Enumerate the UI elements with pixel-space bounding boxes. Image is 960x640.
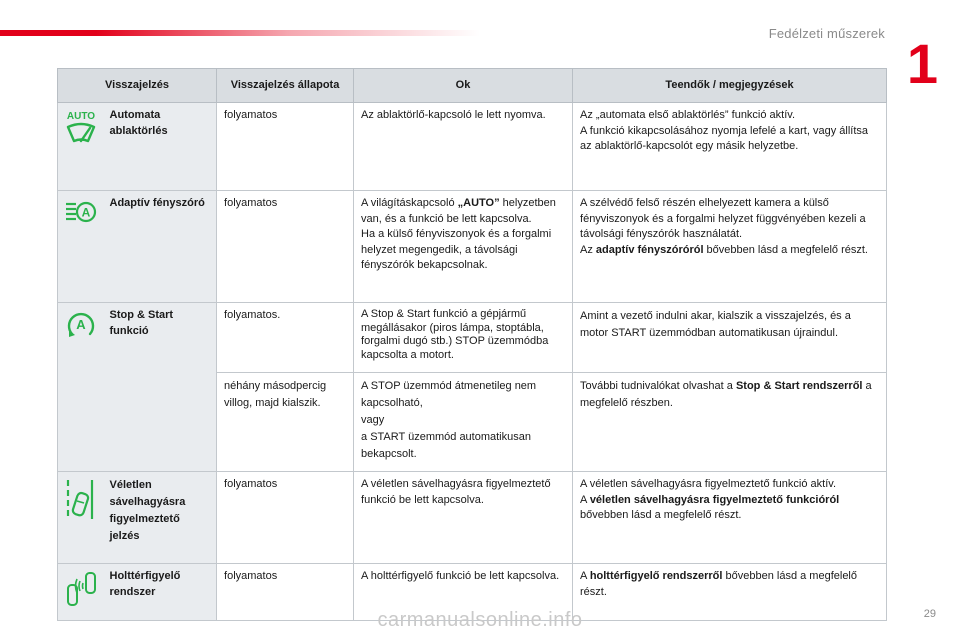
indicator-cause: A Stop & Start funkció a gépjármű megállásakor (piros lámpa, stoptábla, forgalmi dugó stb.) STOP üzemmódba kapcsolta a motort. bbox=[354, 303, 573, 373]
svg-text:AUTO: AUTO bbox=[66, 111, 95, 122]
indicator-action bbox=[573, 191, 887, 303]
table-row bbox=[58, 191, 887, 303]
indicator-cause: A holttérfigyelő funkció be lett kapcsolva. bbox=[354, 564, 573, 621]
action-text: bővebben lásd a megfelelő részt. bbox=[580, 509, 742, 521]
table-row bbox=[58, 103, 887, 191]
indicator-name: Holttérfigyelő rendszer bbox=[104, 564, 217, 621]
indicator-state: néhány másodpercig villog, majd kialszik. bbox=[217, 373, 354, 472]
table-row bbox=[58, 303, 887, 373]
action-bold: Stop & Start rendszerről bbox=[735, 380, 863, 392]
indicator-name: Véletlen sávelhagyásra figyelmeztető jelzés bbox=[104, 472, 217, 564]
indicator-cause: A STOP üzemmód átmenetileg nem kapcsolható, vagy a START üzemmód automatikusan bekapcsolt. bbox=[354, 373, 573, 472]
header-cause: Ok bbox=[354, 69, 573, 103]
footer-watermark: carmanualsonline.info bbox=[377, 609, 583, 631]
stop-start-icon bbox=[63, 308, 99, 346]
adaptive-headlamp-icon bbox=[63, 196, 99, 232]
chapter-number: 1 bbox=[906, 32, 938, 95]
indicator-action: Az „automata első ablaktörlés” funkció aktív. A funkció kikapcsolásához nyomja lefelé a kart, vagy állítsa az ablaktörlő-kapcsolót egy másik helyzetbe. bbox=[573, 103, 887, 191]
cause-text: A világításkapcsoló bbox=[361, 197, 458, 209]
icon-cell bbox=[58, 472, 104, 564]
cause-bold: „AUTO” bbox=[457, 197, 500, 209]
indicator-action bbox=[573, 472, 887, 564]
action-text: A szélvédő felső részén elhelyezett kamera a külső fényviszonyok és a forgalmi helyzet függvényében kezeli a távolsági fényszórók használatát. Az bbox=[580, 197, 866, 256]
action-bold: adaptív fényszóróról bbox=[595, 243, 704, 256]
section-title: Fedélzeti műszerek bbox=[768, 26, 885, 41]
action-text: A bbox=[580, 570, 590, 582]
warning-lights-table bbox=[57, 68, 887, 621]
svg-text:A: A bbox=[81, 205, 91, 220]
action-bold: holttérfigyelő rendszerről bbox=[589, 570, 723, 582]
indicator-state: folyamatos bbox=[217, 472, 354, 564]
icon-cell bbox=[58, 303, 104, 472]
header-indicator: Visszajelzés bbox=[58, 69, 217, 103]
icon-cell bbox=[58, 191, 104, 303]
action-text: bővebben lásd a megfelelő részt. bbox=[703, 243, 868, 256]
svg-text:A: A bbox=[76, 317, 86, 332]
header-action: Teendők / megjegyzések bbox=[573, 69, 887, 103]
indicator-state: folyamatos bbox=[217, 103, 354, 191]
auto-wiper-icon bbox=[63, 108, 99, 156]
table-header-row bbox=[58, 69, 887, 103]
action-bold: véletlen sávelhagyásra figyelmeztető funkcióról bbox=[589, 493, 840, 506]
indicator-state: folyamatos bbox=[217, 191, 354, 303]
table-row bbox=[58, 472, 887, 564]
cause-text: helyzetben van, és a funkció be lett kapcsolva. Ha a külső fényviszonyok és a forgalmi helyzet megengedik, a távolsági fényszórók bekapcsolnak. bbox=[361, 197, 556, 271]
indicator-cause bbox=[354, 191, 573, 303]
red-header-bar bbox=[0, 30, 480, 36]
indicator-cause: A véletlen sávelhagyásra figyelmeztető funkció be lett kapcsolva. bbox=[354, 472, 573, 564]
action-text: bővebben lásd a megfelelő részt. bbox=[580, 570, 857, 598]
indicator-cause: Az ablaktörlő-kapcsoló le lett nyomva. bbox=[354, 103, 573, 191]
action-text: További tudnivalókat olvashat a bbox=[580, 380, 736, 392]
action-text: a megfelelő részben. bbox=[580, 380, 872, 409]
header-state: Visszajelzés állapota bbox=[217, 69, 354, 103]
indicator-name: Stop & Start funkció bbox=[104, 303, 217, 472]
indicator-state: folyamatos bbox=[217, 564, 354, 621]
indicator-name: Adaptív fényszóró bbox=[104, 191, 217, 303]
page-number: 29 bbox=[923, 608, 936, 620]
indicator-state: folyamatos. bbox=[217, 303, 354, 373]
indicator-action: Amint a vezető indulni akar, kialszik a visszajelzés, és a motor START üzemmódban automatikusan újraindul. bbox=[573, 303, 887, 373]
lane-departure-icon bbox=[63, 477, 99, 529]
indicator-action bbox=[573, 373, 887, 472]
action-text: A véletlen sávelhagyásra figyelmeztető funkció aktív. A bbox=[580, 478, 837, 506]
indicator-name: Automata ablaktörlés bbox=[104, 103, 217, 191]
blind-spot-icon bbox=[62, 569, 100, 615]
icon-cell bbox=[58, 103, 104, 191]
